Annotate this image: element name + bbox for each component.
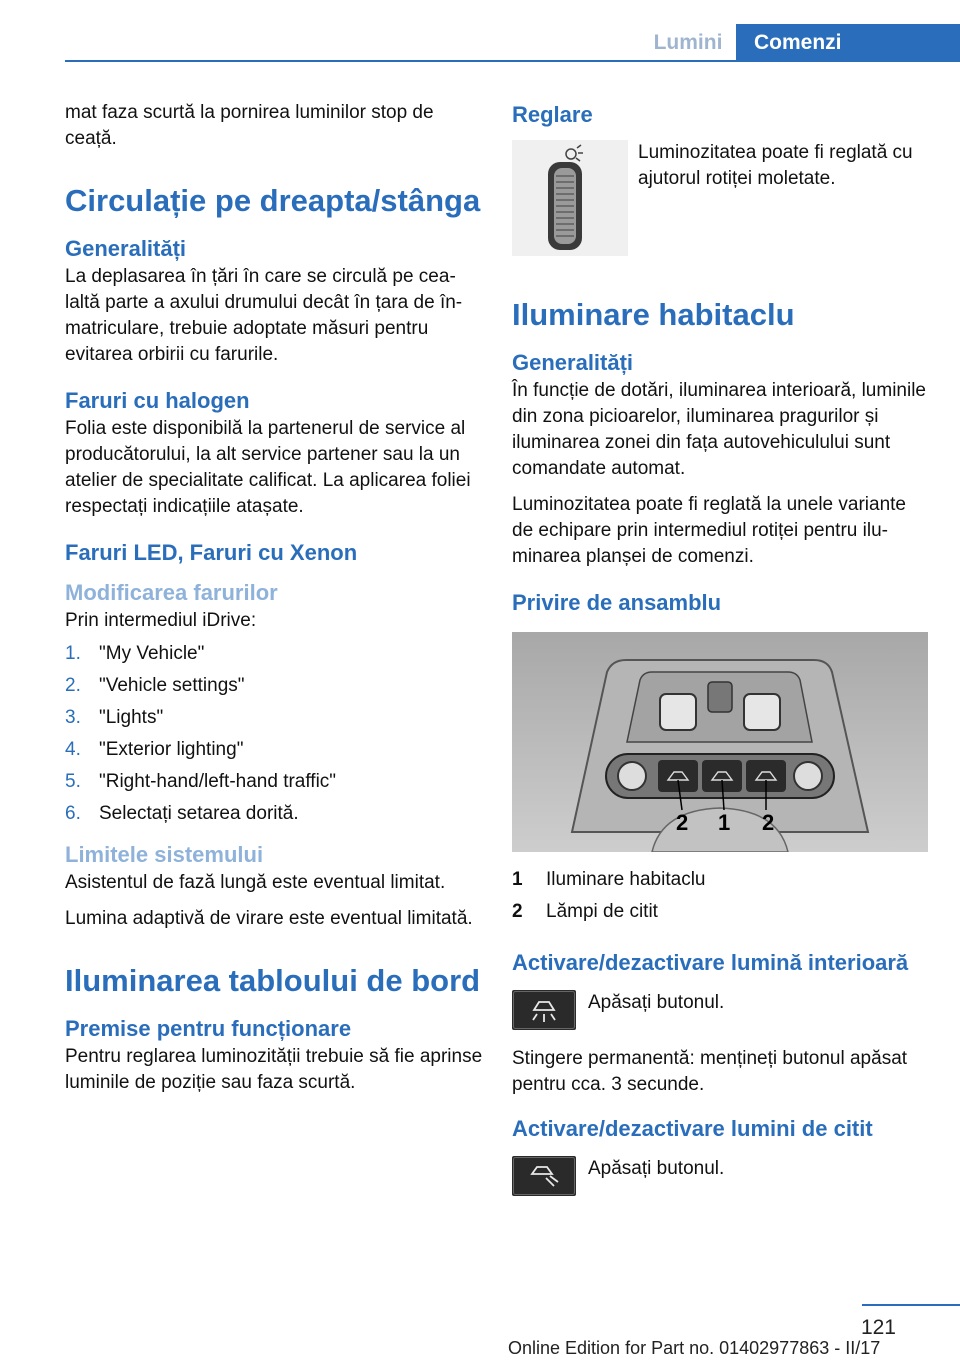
- heading-traffic: Circulație pe dreapta/stânga: [65, 183, 481, 218]
- general-text: La deplasarea în țări în care se circulă pe cealaltă parte a axului drumului decât în țara de înmatriculare, trebuie adoptate măsuri pentru evitarea orbirii cu farurile.: [65, 266, 463, 365]
- limits-text-1: Asistentul de fază lungă este eventual limitat.: [65, 872, 446, 893]
- heading-reglare: Reglare: [512, 102, 593, 127]
- list-item: 3. "Lights": [65, 707, 164, 728]
- interior-button-row: [512, 990, 932, 1030]
- list-item: 2. "Vehicle settings": [65, 675, 245, 696]
- heading-limits: Limitele sistemului: [65, 842, 264, 867]
- reading-light-button-image: [512, 1156, 576, 1196]
- halogen-text: Folia este disponibilă la partenerul de service al producătorului, la alt service partener sau la un atelier de specialitate calificat. La aplicarea foliei respectați indicațiile atașate.: [65, 418, 471, 517]
- edition-text: Online Edition for Part no. 01402977863 - II/17: [508, 1338, 881, 1358]
- intro-text: mat faza scurtă la pornirea luminilor stop de ceață.: [65, 102, 434, 149]
- legend-item: 2 Lămpi de citit: [512, 901, 658, 922]
- heading-led-xenon: Faruri LED, Faruri cu Xenon: [65, 540, 358, 565]
- heading-interior-toggle: Activare/dezactivare lumină interioară: [512, 950, 909, 975]
- interior-general-text-1: În funcție de dotări, iluminarea interioară, luminile din zona picioarelor, iluminarea pragurilor și iluminarea zonei din fața autovehiculului sunt comandate automat.: [512, 380, 926, 479]
- page-number: 121: [860, 1316, 896, 1339]
- steps-list: [65, 638, 483, 830]
- tab-comenzi[interactable]: Comenzi: [736, 24, 960, 62]
- list-item: 1. "My Vehicle": [65, 643, 205, 664]
- legend-item: 1 Iluminare habitaclu: [512, 869, 706, 890]
- heading-dashboard-lighting: Iluminarea tabloului de bord: [65, 963, 481, 998]
- right-column: [512, 100, 932, 1196]
- figure-callout: 2: [762, 810, 775, 835]
- figure-callout: 2: [676, 810, 689, 835]
- permanent-off-text: Stingere permanentă: mențineți butonul apăsat pentru cca. 3 secunde.: [512, 1048, 908, 1095]
- interior-light-button-image: [512, 990, 576, 1030]
- press-button-text-1: Apăsați butonul.: [588, 992, 725, 1013]
- list-item: 6. Selectați setarea dorită.: [65, 803, 299, 824]
- idrive-text: Prin intermediul iDrive:: [65, 610, 257, 631]
- premise-text: Pentru reglarea luminozității trebuie să fie aprinse luminile de poziție sau faza scurtă.: [65, 1046, 483, 1093]
- reading-button-row: [512, 1156, 932, 1196]
- heading-general: Generalități: [65, 236, 187, 261]
- reglare-figure: [512, 140, 932, 256]
- tab-lumini[interactable]: Lumini: [653, 31, 723, 54]
- press-button-text-2: Apăsați butonul.: [588, 1158, 725, 1179]
- page-header: [0, 0, 960, 62]
- heading-reading-toggle: Activare/dezactivare lumini de citit: [512, 1116, 873, 1141]
- interior-general-text-2: Luminozitatea poate fi reglată la unele variante de echipare prin intermediul rotiței pentru iluminarea planșei de comenzi.: [512, 494, 906, 567]
- figure-legend: [512, 864, 932, 928]
- left-column: [65, 100, 483, 1106]
- list-item: 5. "Right-hand/left-hand traffic": [65, 771, 337, 792]
- limits-text-2: Lumina adaptivă de virare este eventual limitată.: [65, 908, 473, 929]
- thumbwheel-image: [512, 140, 628, 256]
- figure-callout: 1: [718, 810, 731, 835]
- heading-halogen: Faruri cu halogen: [65, 388, 250, 413]
- heading-interior-lighting: Iluminare habitaclu: [512, 297, 795, 332]
- footer-rule: [862, 1304, 960, 1306]
- heading-premise: Premise pentru funcționare: [65, 1016, 352, 1041]
- heading-overview: Privire de ansamblu: [512, 590, 722, 615]
- overview-image: [512, 632, 928, 852]
- heading-general-right: Generalități: [512, 350, 634, 375]
- reglare-text: Luminozitatea poate fi reglată cu ajutorul rotiței moletate.: [638, 142, 913, 189]
- heading-modify: Modificarea farurilor: [65, 580, 278, 605]
- list-item: 4. "Exterior lighting": [65, 739, 244, 760]
- header-rule: [65, 60, 960, 62]
